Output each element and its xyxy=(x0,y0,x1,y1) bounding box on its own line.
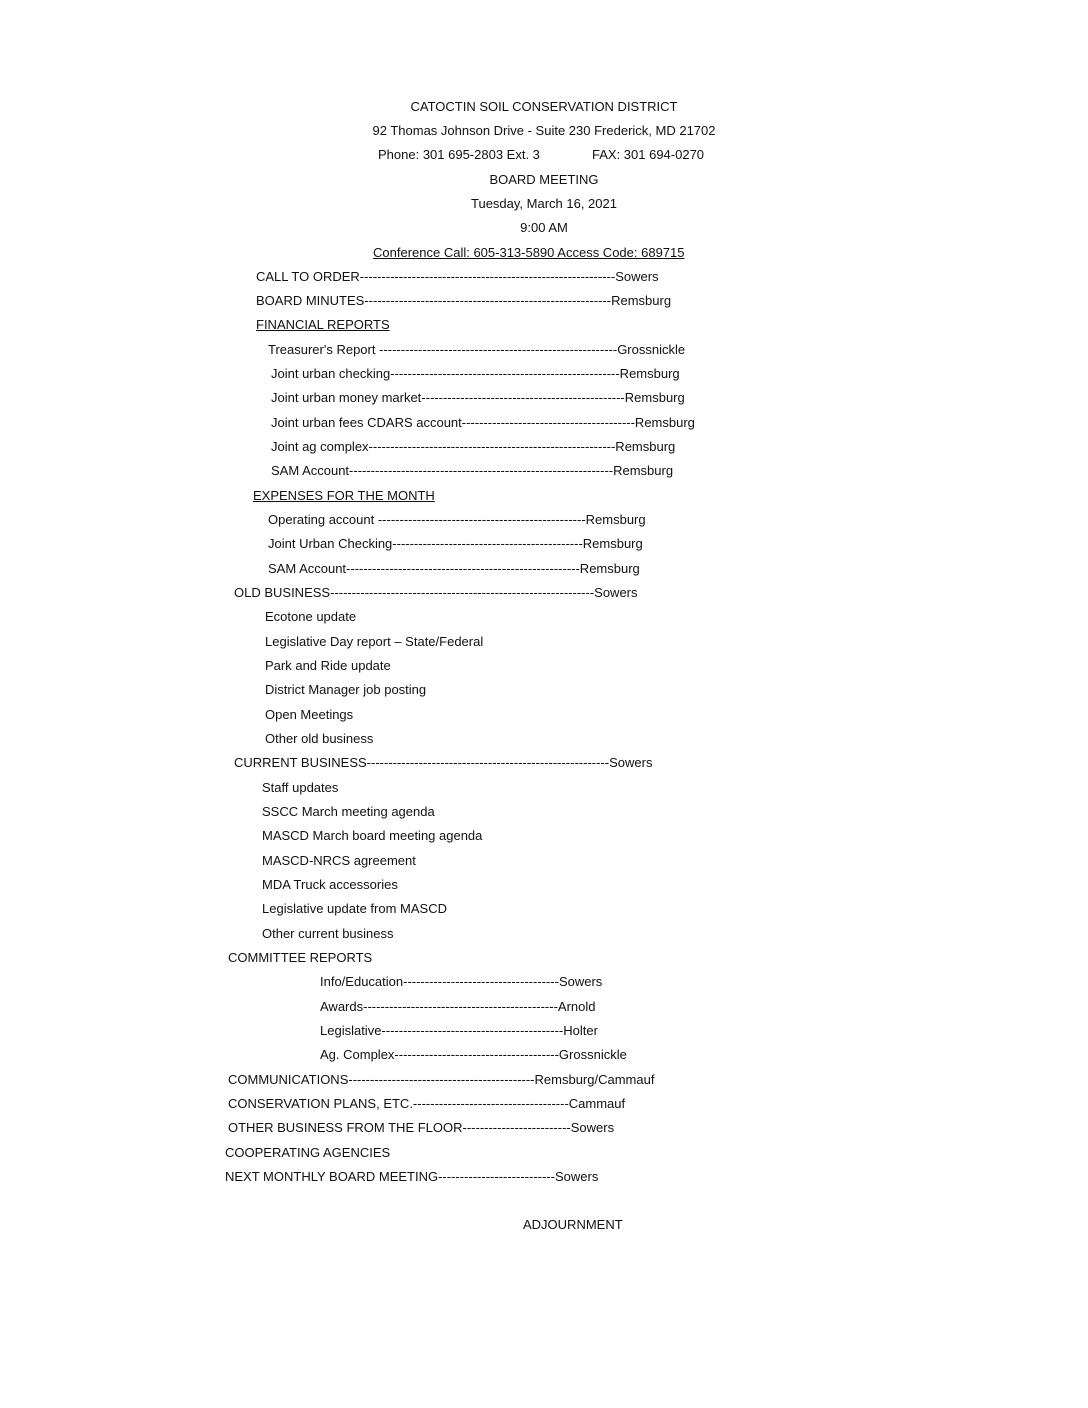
conference-call-info: Conference Call: 605-313-5890 Access Code: 689715 xyxy=(373,245,685,260)
meeting-time: 9:00 AM xyxy=(520,220,568,235)
agenda-joint-urban-checking: Joint urban checking-----------------------------------------------------Remsburg xyxy=(271,366,680,381)
agenda-expenses: EXPENSES FOR THE MONTH xyxy=(253,488,435,503)
agenda-committee-reports: COMMITTEE REPORTS xyxy=(228,950,373,965)
agenda-current-business: CURRENT BUSINESS--------------------------------------------------------Sowers xyxy=(234,755,653,770)
list-item: Legislative update from MASCD xyxy=(262,901,447,916)
list-item: Other current business xyxy=(262,926,394,941)
agenda-next-meeting: NEXT MONTHLY BOARD MEETING---------------------------Sowers xyxy=(225,1169,599,1184)
list-item: MDA Truck accessories xyxy=(262,877,398,892)
list-item: Other old business xyxy=(265,731,374,746)
list-item: District Manager job posting xyxy=(265,682,427,697)
list-item: Staff updates xyxy=(262,780,339,795)
org-fax: FAX: 301 694-0270 xyxy=(592,147,705,162)
agenda-board-minutes: BOARD MINUTES---------------------------------------------------------Remsburg xyxy=(256,293,672,308)
list-item: Legislative Day report – State/Federal xyxy=(265,634,484,649)
list-item: Ecotone update xyxy=(265,609,357,624)
meeting-date: Tuesday, March 16, 2021 xyxy=(471,196,617,211)
list-item: Park and Ride update xyxy=(265,658,391,673)
list-item: Legislative------------------------------------------Holter xyxy=(320,1023,598,1038)
agenda-sam-account-expense: SAM Account------------------------------------------------------Remsburg xyxy=(268,561,640,576)
list-item: Awards---------------------------------------------Arnold xyxy=(320,999,596,1014)
agenda-joint-urban-money-market: Joint urban money market-----------------------------------------------Remsburg xyxy=(271,390,685,405)
agenda-financial-reports: FINANCIAL REPORTS xyxy=(256,317,390,332)
agenda-joint-urban-checking-expense: Joint Urban Checking--------------------------------------------Remsburg xyxy=(268,536,643,551)
org-name: CATOCTIN SOIL CONSERVATION DISTRICT xyxy=(410,99,678,114)
agenda-treasurers-report: Treasurer's Report -------------------------------------------------------Grossnickle xyxy=(268,342,686,357)
list-item: Ag. Complex--------------------------------------Grossnickle xyxy=(320,1047,627,1062)
agenda-joint-ag-complex: Joint ag complex---------------------------------------------------------Remsburg xyxy=(271,439,676,454)
org-address: 92 Thomas Johnson Drive - Suite 230 Frederick, MD 21702 xyxy=(372,123,716,138)
list-item: MASCD-NRCS agreement xyxy=(262,853,416,868)
agenda-call-to-order: CALL TO ORDER-----------------------------------------------------------Sowers xyxy=(256,269,659,284)
agenda-adjournment: ADJOURNMENT xyxy=(523,1217,623,1232)
agenda-joint-urban-fees-cdars: Joint urban fees CDARS account----------------------------------------Remsburg xyxy=(271,415,695,430)
agenda-conservation-plans: CONSERVATION PLANS, ETC.------------------------------------Cammauf xyxy=(228,1096,626,1111)
agenda-communications: COMMUNICATIONS-------------------------------------------Remsburg/Cammauf xyxy=(228,1072,655,1087)
list-item: Open Meetings xyxy=(265,707,354,722)
org-phone: Phone: 301 695-2803 Ext. 3 xyxy=(378,147,540,162)
list-item: Info/Education------------------------------------Sowers xyxy=(320,974,603,989)
meeting-title: BOARD MEETING xyxy=(489,172,599,187)
agenda-cooperating-agencies: COOPERATING AGENCIES xyxy=(225,1145,391,1160)
agenda-old-business: OLD BUSINESS-------------------------------------------------------------Sowers xyxy=(234,585,638,600)
list-item: MASCD March board meeting agenda xyxy=(262,828,483,843)
agenda-other-business: OTHER BUSINESS FROM THE FLOOR-------------------------Sowers xyxy=(228,1120,615,1135)
list-item: SSCC March meeting agenda xyxy=(262,804,435,819)
agenda-sam-account: SAM Account-------------------------------------------------------------Remsburg xyxy=(271,463,674,478)
agenda-operating-account: Operating account ------------------------------------------------Remsburg xyxy=(268,512,646,527)
